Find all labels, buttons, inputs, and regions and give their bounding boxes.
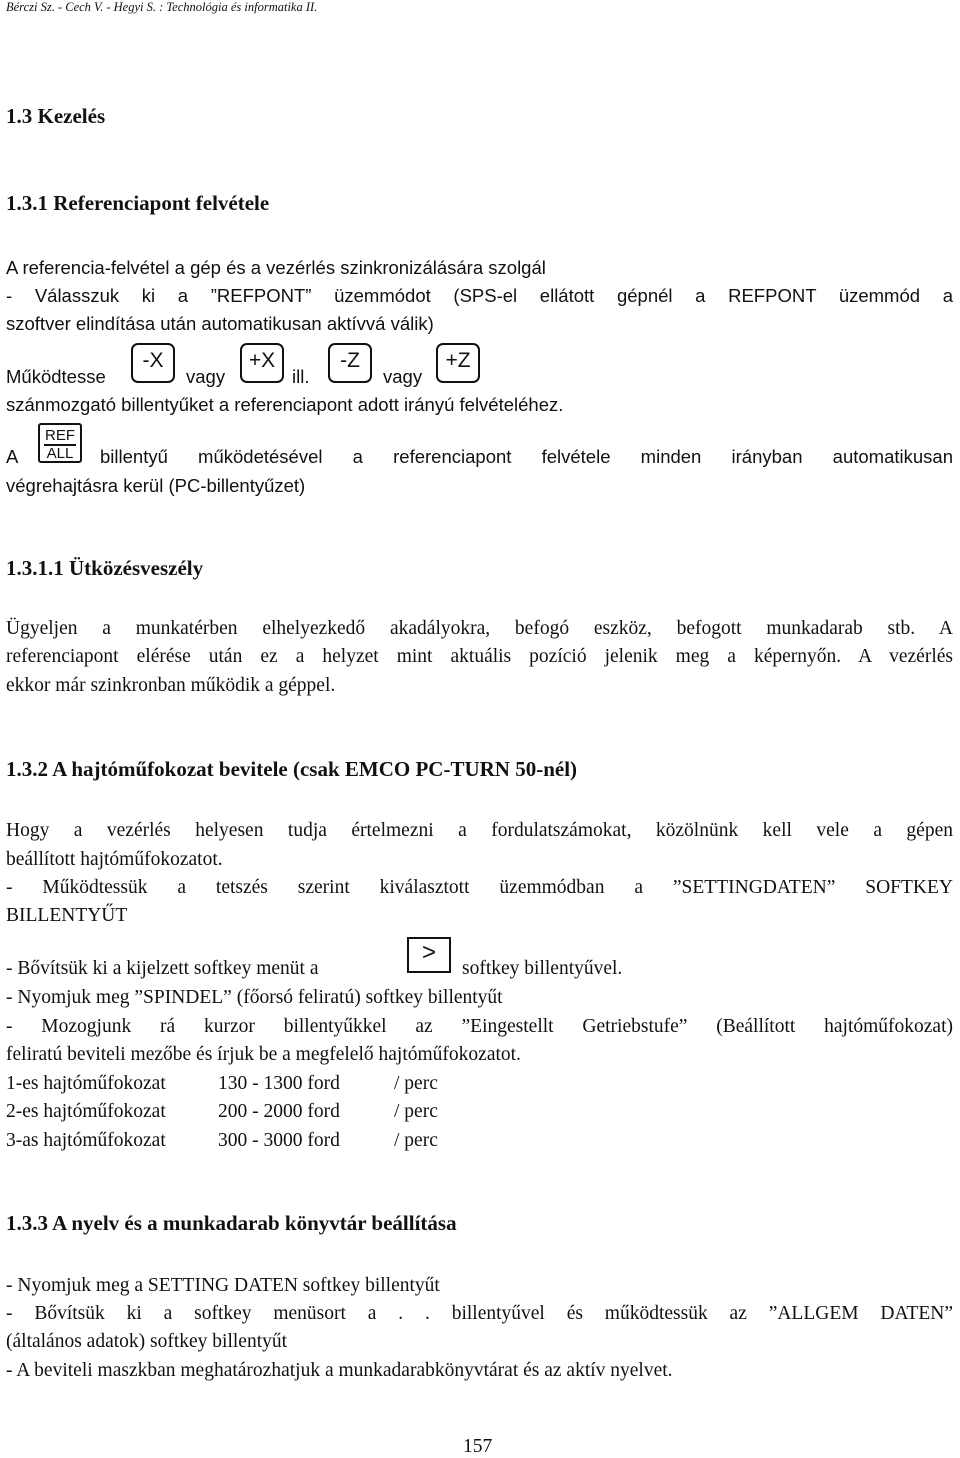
softkey-next-icon: > (407, 937, 451, 973)
vagy-label-1: vagy (186, 366, 226, 387)
paragraph-cursor-line1: - Mozogjunk rá kurzor billentyűkkel az ”Eingestellt Getriebstufe” (Beállított hajtóműfokozat) (6, 1016, 953, 1037)
paragraph-setting-daten: - Nyomjuk meg a SETTING DATEN softkey billentyűt (6, 1275, 440, 1296)
paragraph-softkey-b: softkey billentyűvel. (462, 958, 623, 979)
gear-name: 3-as hajtóműfokozat (6, 1130, 166, 1151)
page-number: 157 (463, 1436, 493, 1457)
vagy-label-2: vagy (383, 366, 423, 387)
minus-x-key-icon: -X (131, 343, 175, 383)
paragraph-settingdaten-line1: - Működtessük a tetszés szerint kiválasztott üzemmódban a ”SETTINGDATEN” SOFTKEY (6, 877, 953, 898)
paragraph-settingdaten-line2: BILLENTYŰT (6, 905, 128, 926)
gear-unit: / perc (394, 1073, 438, 1094)
paragraph-collision-line1: Ügyeljen a munkatérben elhelyezkedő akadályokra, befogó eszköz, befogott munkadarab stb. A (6, 618, 953, 639)
paragraph-collision-line3: ekkor már szinkronban működik a géppel. (6, 675, 336, 696)
paragraph-refpont-intro: A referencia-felvétel a gép és a vezérlés szinkronizálására szolgál (6, 257, 546, 278)
paragraph-allgem-line2: (általános adatok) softkey billentyűt (6, 1331, 288, 1352)
paragraph-allgem-line1: - Bővítsük ki a softkey menüsort a . . billentyűvel és működtessük az ”ALLGEM DATEN” (6, 1303, 953, 1324)
gear-unit: / perc (394, 1130, 438, 1151)
paragraph-axis-keys: szánmozgató billentyűket a referenciapont adott irányú felvételéhez. (6, 394, 564, 415)
gear-name: 2-es hajtóműfokozat (6, 1101, 166, 1122)
gear-unit: / perc (394, 1101, 438, 1122)
gear-name: 1-es hajtóműfokozat (6, 1073, 166, 1094)
mukodtesse-label: Működtesse (6, 366, 106, 387)
section-heading-1-3-1: 1.3.1 Referenciapont felvétele (6, 191, 270, 215)
paragraph-ref-all-line2: végrehajtásra kerül (PC-billentyűzet) (6, 475, 306, 496)
section-heading-1-3: 1.3 Kezelés (6, 104, 106, 128)
paragraph-ref-all-line1: billentyű működetésével a referenciapont felvétele minden irányban automatikusan (100, 446, 953, 467)
section-heading-1-3-3: 1.3.3 A nyelv és a munkadarab könyvtár beállítása (6, 1211, 457, 1235)
paragraph-spindel: - Nyomjuk meg ”SPINDEL” (főorsó feliratú) softkey billentyűt (6, 987, 503, 1008)
plus-z-key-icon: +Z (436, 343, 480, 383)
paragraph-softkey-a: - Bővítsük ki a kijelzett softkey menüt a (6, 958, 319, 979)
plus-x-key-icon: +X (240, 343, 284, 383)
paragraph-ref-all-a: A (6, 446, 19, 467)
ill-label: ill. (292, 366, 310, 387)
section-heading-1-3-2: 1.3.2 A hajtóműfokozat bevitele (csak EMCO PC-TURN 50-nél) (6, 757, 578, 781)
paragraph-language: - A beviteli maszkban meghatározhatjuk a munkadarabkönyvtárat és az aktív nyelvet. (6, 1360, 673, 1381)
paragraph-refpont-select-line2: szoftver elindítása után automatikusan aktívvá válik) (6, 313, 434, 334)
paragraph-gear-line2: beállított hajtóműfokozatot. (6, 849, 223, 870)
gear-range: 200 - 2000 ford (218, 1101, 340, 1122)
paragraph-refpont-select-line1: - Válasszuk ki a ”REFPONT” üzemmódot (SPS-el ellátott gépnél a REFPONT üzemmód a (6, 285, 953, 306)
ref-all-key-icon: REF ALL (38, 423, 82, 463)
gear-range: 130 - 1300 ford (218, 1073, 340, 1094)
paragraph-cursor-line2: feliratú beviteli mezőbe és írjuk be a megfelelő hajtóműfokozatot. (6, 1044, 521, 1065)
minus-z-key-icon: -Z (328, 343, 372, 383)
running-header: Bérczi Sz. - Cech V. - Hegyi S. : Technológia és informatika II. (6, 0, 318, 14)
paragraph-gear-line1: Hogy a vezérlés helyesen tudja értelmezni a fordulatszámokat, közölnünk kell vele a gépen (6, 820, 953, 841)
section-heading-1-3-1-1: 1.3.1.1 Ütközésveszély (6, 556, 204, 580)
paragraph-collision-line2: referenciapont elérése után ez a helyzet mint aktuális pozíció jelenik meg a képernyőn. A vezérlés (6, 646, 953, 667)
gear-range: 300 - 3000 ford (218, 1130, 340, 1151)
